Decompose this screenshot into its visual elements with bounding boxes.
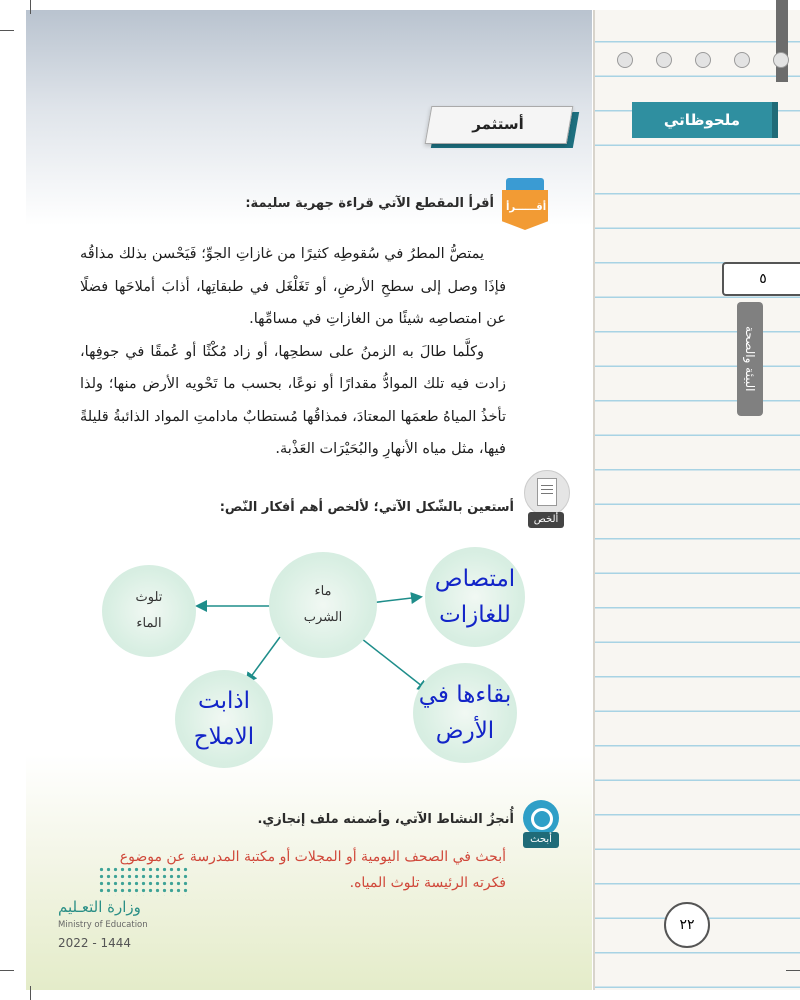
- unit-title-tab: البيئة والصحة: [737, 302, 763, 416]
- crop-mark: [0, 970, 14, 971]
- crop-mark: [30, 0, 31, 14]
- arrow-to-absorption: [370, 597, 420, 603]
- node-gas-absorption-line-1: امتصاص: [434, 566, 516, 592]
- crop-mark: [30, 986, 31, 1000]
- binder-hole: [734, 52, 750, 68]
- binder-hole: [617, 52, 633, 68]
- ministry-name-english: Ministry of Education: [58, 920, 148, 930]
- node-water-pollution-line-1: تلوث: [135, 590, 163, 605]
- summary-icon: [522, 470, 570, 536]
- section-title: أستثمر: [472, 115, 524, 133]
- reading-passage: [80, 238, 506, 466]
- research-task: أبحث في الصحف اليومية أو المجلات أو مكتبة المدرسة عن موضوع فكرته الرئيسة تلوث المياه.: [119, 849, 506, 891]
- document-icon: [537, 478, 557, 506]
- book-icon: [502, 178, 548, 232]
- magnifier-icon: [531, 808, 553, 830]
- node-dissolved-salts-line-2: الاملاح: [193, 724, 255, 750]
- node-dissolved-salts: [175, 670, 273, 768]
- node-gas-absorption: [425, 547, 525, 647]
- node-remaining-in-ground-line-2: الأرض: [435, 718, 495, 744]
- binder-hole: [656, 52, 672, 68]
- node-drinking-water: [269, 552, 377, 658]
- unit-number: ٥: [722, 262, 800, 296]
- binder-holes: [617, 52, 789, 68]
- node-water-pollution: [102, 565, 196, 657]
- node-dissolved-salts-line-1: اذابت: [197, 688, 250, 714]
- mind-map: [95, 545, 535, 785]
- section-header: [428, 106, 576, 148]
- node-remaining-in-ground-line-1: بقاءها في: [418, 682, 512, 708]
- node-gas-absorption-line-2: للغازات: [439, 602, 511, 628]
- node-drinking-water-line-1: ماء: [314, 584, 332, 599]
- binder-hole: [695, 52, 711, 68]
- crop-mark: [0, 30, 14, 31]
- summary-instruction: أستعين بالشّكل الآتي؛ لألخص أهم أفكار النّص:: [219, 500, 514, 515]
- research-instruction: أُنجزُ النشاط الآتي، وأضمنه ملف إنجازي.: [257, 812, 514, 827]
- passage-paragraph-1: يمتصُّ المطرُ في سُقوطِه كثيرًا من غازاتِ الجوِّ؛ فَيَحْسن بذلك مذاقُه فإذَا وصل إلى سطحِ الأرضِ، أو تَغَلْغَل في طبقاتِها، أذابَ أملاحَها فضلًا عن امتصاصِه شيئًا من الغازاتِ في مسامِّها.: [80, 246, 506, 327]
- reading-instruction: أقرأ المقطع الآتي قراءة جهرية سليمة:: [245, 196, 494, 211]
- crop-mark: [786, 970, 800, 971]
- bookmark-ribbon: [776, 0, 788, 82]
- arrow-to-remaining: [357, 635, 427, 690]
- node-remaining-in-ground: [413, 663, 517, 763]
- notes-banner: ملحوظاتي: [632, 102, 772, 138]
- notes-sidebar: [593, 10, 800, 990]
- binder-hole: [773, 52, 789, 68]
- node-water-pollution-line-2: الماء: [136, 616, 162, 631]
- arrow-to-dissolving: [247, 637, 280, 682]
- read-icon-label: أقــــــرأ: [506, 202, 547, 213]
- research-icon: [517, 800, 567, 852]
- passage-paragraph-2: وكلَّما طالَ به الزمنُ على سطحِها، أو زاد مُكْثًا أو عُمقًا في جوفِها، زادت فيه تلك الموادُّ مقدارًا أو نوعًا، بحسب ما تَحْويه الأرض منها؛ ولذا تأخذُ المياهُ طعمَها المعتادَ، فمذاقُها مُستطابٌ مادامتِ المواد الذائبةُ قليلةً فيها، مثل مياه الأنهارِ والبُحَيْرَات العَذْبة.: [80, 343, 506, 457]
- ministry-name-arabic: وزارة التعـليم: [58, 898, 141, 916]
- ministry-logo-icon: [98, 866, 190, 896]
- node-drinking-water-line-2: الشرب: [303, 610, 343, 625]
- research-icon-label: أبحث: [523, 832, 559, 848]
- summary-icon-label: ألخص: [528, 512, 564, 528]
- academic-year: 2022 - 1444: [58, 936, 132, 950]
- page-number: ٢٢: [664, 902, 710, 948]
